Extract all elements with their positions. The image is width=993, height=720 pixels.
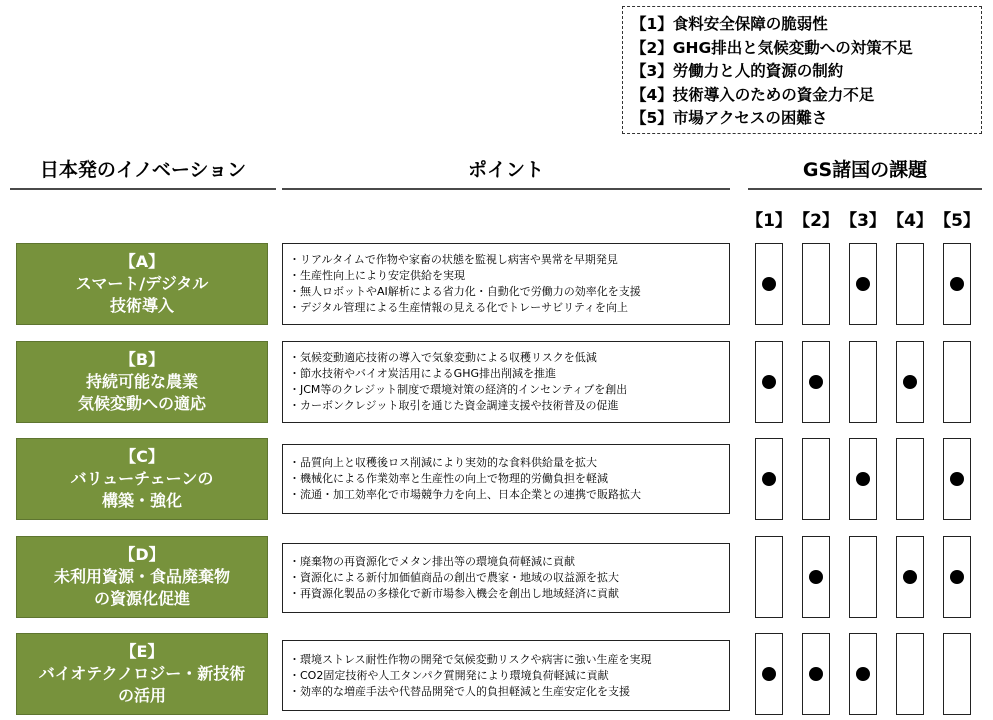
filled-dot-icon [856,472,870,486]
matrix-cell [943,341,971,423]
matrix-cell [849,633,877,715]
legend-item-5: 【5】市場アクセスの困難さ [631,109,828,127]
innovation-d-line2: の資源化促進 [93,589,190,608]
point-item: ・CO2固定技術や人工タンパク質開発により環境負荷軽減に貢献 [289,668,609,682]
point-item: ・流通・加工効率化で市場競争力を向上、日本企業との連携で販路拡大 [289,488,641,501]
matrix-cell [755,536,783,618]
point-item: ・リアルタイムで作物や家畜の状態を監視し病害や異常を早期発見 [289,253,618,266]
matrix-cell [755,341,783,423]
matrix-cell [755,243,783,325]
issue-legend [622,6,982,134]
innovation-b [16,341,268,423]
points-a [282,243,730,325]
legend-item-3: 【3】労働力と人的資源の制約 [631,62,844,80]
point-item: ・無人ロボットやAI解析による省力化・自動化で労働力の効率化を支援 [289,285,641,298]
filled-dot-icon [903,375,917,389]
points-c [282,444,730,514]
innovation-d-line1: 未利用資源・食品廃棄物 [53,567,230,586]
matrix-cell [849,243,877,325]
matrix-cell [896,243,924,325]
point-item: ・品質向上と収穫後ロス削減により実効的な食料供給量を拡大 [289,456,597,469]
innovation-e-code: 【E】 [120,642,164,661]
matrix-cell [802,633,830,715]
point-item: ・再資源化製品の多様化で新市場参入機会を創出し地域経済に貢献 [289,587,619,600]
innovation-d-code: 【D】 [119,545,165,564]
filled-dot-icon [762,472,776,486]
innovation-e-line1: バイオテクノロジー・新技術 [38,664,246,683]
point-item: ・資源化による新付加価値商品の創出で農家・地域の収益源を拡大 [289,571,619,584]
innovation-c-line2: 構築・強化 [101,491,182,510]
points-d [282,543,730,613]
matrix-cell [943,438,971,520]
innovation-e [16,633,268,715]
issue-label-4: 【4】 [887,211,933,231]
point-item: ・生産性向上により安定供給を実現 [289,269,465,282]
innovation-c-code: 【C】 [120,447,164,466]
legend-item-4: 【4】技術導入のための資金力不足 [631,85,875,104]
point-item: ・JCM等のクレジット制度で環境対策の経済的インセンティブを創出 [289,383,628,396]
point-item: ・気候変動適応技術の導入で気象変動による収穫リスクを低減 [289,351,597,364]
filled-dot-icon [809,375,823,389]
matrix-cell [802,536,830,618]
innovation-a [16,243,268,325]
filled-dot-icon [762,667,776,681]
issue-label-2: 【2】 [793,211,839,231]
point-item: ・節水技術やバイオ炭活用によるGHG排出削減を推進 [289,367,556,380]
point-item: ・デジタル管理による生産情報の見える化でトレーサビリティを向上 [289,301,629,314]
point-item: ・廃棄物の再資源化でメタン排出等の環境負荷軽減に貢献 [289,555,575,568]
point-item: ・機械化による作業効率と生産性の向上で物理的労働負担を軽減 [289,472,608,485]
matrix-cell [802,341,830,423]
header-divider [282,188,730,190]
innovation-b-line2: 気候変動への適応 [77,394,206,413]
innovation-c [16,438,268,520]
header-innovation: 日本発のイノベーション [39,159,247,181]
matrix-cell [896,633,924,715]
filled-dot-icon [903,570,917,584]
points-b [282,341,730,423]
innovation-b-code: 【B】 [119,350,165,369]
point-item: ・環境ストレス耐性作物の開発で気候変動リスクや病害に強い生産を実現 [289,652,652,666]
matrix-cell [849,341,877,423]
matrix-cell [755,438,783,520]
innovation-e-line2: の活用 [117,686,166,705]
issue-label-1: 【1】 [746,211,792,231]
filled-dot-icon [762,375,776,389]
issue-label-5: 【5】 [934,211,980,231]
filled-dot-icon [950,570,964,584]
filled-dot-icon [950,472,964,486]
header-divider [10,188,276,190]
header-divider [748,188,982,190]
matrix-cell [943,536,971,618]
filled-dot-icon [762,277,776,291]
innovation-c-line1: バリューチェーンの [70,469,214,488]
point-item: ・効率的な増産手法や代替品開発で人的負担軽減と生産安定化を支援 [289,684,630,698]
filled-dot-icon [809,570,823,584]
innovation-a-line1: スマート/デジタル [75,274,209,293]
filled-dot-icon [856,277,870,291]
point-item: ・カーボンクレジット取引を通じた資金調達支援や技術普及の促進 [289,399,619,412]
filled-dot-icon [856,667,870,681]
innovation-a-code: 【A】 [119,252,165,271]
points-e [282,640,730,711]
legend-item-1: 【1】食料安全保障の脆弱性 [631,15,828,33]
matrix-cell [849,536,877,618]
header-points: ポイント [467,159,544,181]
matrix-cell [849,438,877,520]
matrix-cell [755,633,783,715]
matrix-cell [802,438,830,520]
issue-label-3: 【3】 [840,211,886,231]
header-issues: GS諸国の課題 [802,159,928,181]
matrix-cell [943,243,971,325]
filled-dot-icon [809,667,823,681]
legend-item-2: 【2】GHG排出と気候変動への対策不足 [631,38,913,57]
matrix-cell [802,243,830,325]
innovation-b-line1: 持続可能な農業 [85,372,198,391]
matrix-cell [896,536,924,618]
innovation-d [16,536,268,618]
matrix-cell [896,438,924,520]
matrix-cell [896,341,924,423]
filled-dot-icon [950,277,964,291]
innovation-a-line2: 技術導入 [109,296,174,315]
matrix-cell [943,633,971,715]
